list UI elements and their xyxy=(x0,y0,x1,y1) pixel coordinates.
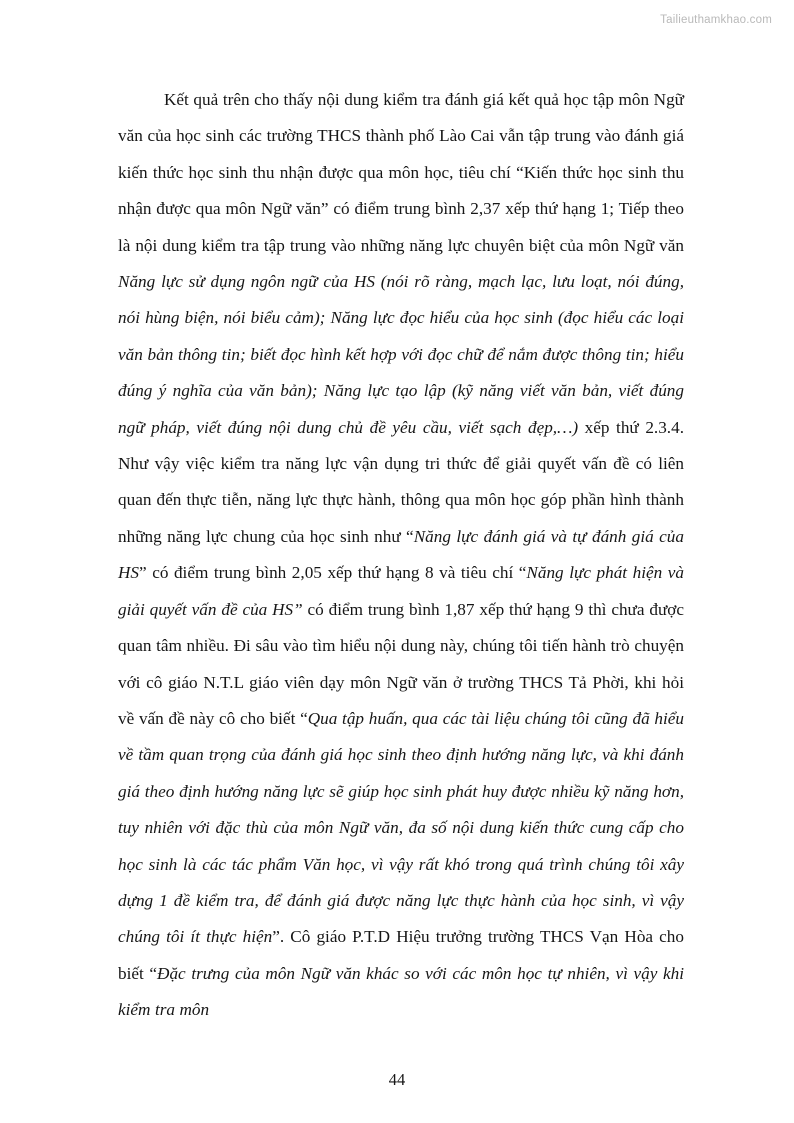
text-run: ”. Cô giáo P.T.D Hiệu trưởng trường THCS Vạn Hòa cho biết “ xyxy=(118,927,684,983)
text-run: Kết quả trên cho thấy nội dung kiểm tra đánh giá kết quả học tập môn Ngữ văn của học sinh các trường THCS thành phố Lào Cai vẫn tập trung vào đánh giá kiến thức học sinh thu nhận được qua môn học, tiêu chí “Kiến thức học sinh thu nhận được qua môn Ngữ văn” có điểm trung bình 2,37 xếp thứ hạng 1; Tiếp theo là nội dung kiểm tra tập trung vào những năng lực chuyên biệt của môn Ngữ văn xyxy=(118,90,684,255)
text-run: xếp thứ 2.3.4. Như vậy việc kiểm tra năng lực vận dụng tri thức để giải quyết vấn đề có liên quan đến thực tiễn, năng lực thực hành, thông qua môn học góp phần hình thành những năng lực chung của học sinh như “ xyxy=(118,417,684,546)
body-paragraph xyxy=(118,82,684,1029)
emphasis-run: Đặc trưng của môn Ngữ văn khác so với các môn học tự nhiên, vì vậy khi kiểm tra môn xyxy=(118,963,684,1020)
text-run: có điểm trung bình 1,87 xếp thứ hạng 9 thì chưa được quan tâm nhiều. Đi sâu vào tìm hiểu nội dung này, chúng tôi tiến hành trò chuyện với cô giáo N.T.L giáo viên dạy môn Ngữ văn ở trường THCS Tả Phời, khi hỏi về vấn đề này cô cho biết “ xyxy=(118,599,684,728)
emphasis-run: Năng lực đánh giá và tự đánh giá của HS xyxy=(118,526,684,583)
page-body xyxy=(118,82,684,1029)
text-run: ” có điểm trung bình 2,05 xếp thứ hạng 8 và tiêu chí “ xyxy=(139,563,527,583)
watermark-label: Tailieuthamkhao.com xyxy=(660,14,772,26)
emphasis-run: Năng lực sử dụng ngôn ngữ của HS (nói rõ ràng, mạch lạc, lưu loạt, nói đúng, nói hùng biện, nói biểu cảm); Năng lực đọc hiểu của học sinh (đọc hiểu các loại văn bản thông tin; biết đọc hình kết hợp với đọc chữ để nắm được thông tin; hiểu đúng ý nghĩa của văn bản); Năng lực tạo lập (kỹ năng viết văn bản, viết đúng ngữ pháp, viết đúng nội dung chủ đề yêu cầu, viết sạch đẹp,…) xyxy=(118,272,684,437)
emphasis-run: Qua tập huấn, qua các tài liệu chúng tôi cũng đã hiểu về tầm quan trọng của đánh giá học sinh theo định hướng năng lực, và khi đánh giá theo định hướng năng lực sẽ giúp học sinh phát huy được nhiều kỹ năng hơn, tuy nhiên với đặc thù của môn Ngữ văn, đa số nội dung kiến thức cung cấp cho học sinh là các tác phẩm Văn học, vì vậy rất khó trong quá trình chúng tôi xây dựng 1 đề kiểm tra, để đánh giá được năng lực thực hành của học sinh, vì vậy chúng tôi ít thực hiện xyxy=(118,708,684,947)
page-number: 44 xyxy=(388,1070,406,1089)
emphasis-run: Năng lực phát hiện và giải quyết vấn đề của HS” xyxy=(118,563,684,619)
